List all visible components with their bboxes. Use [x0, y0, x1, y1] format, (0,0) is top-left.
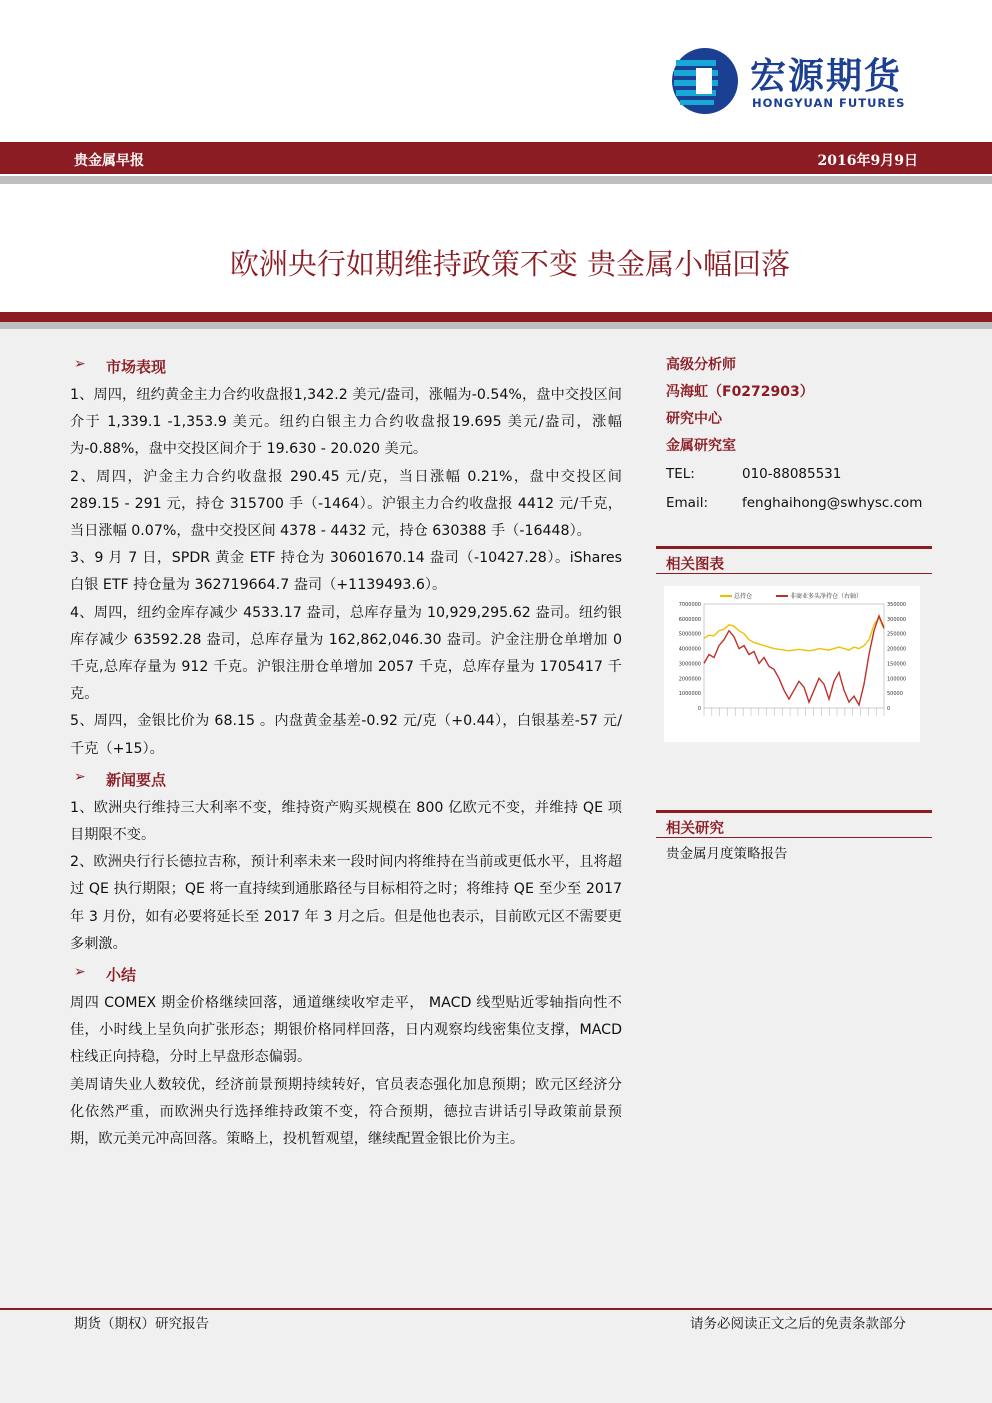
section-heading-summary: ➢ 小结 — [74, 964, 137, 985]
positions-chart-svg — [664, 586, 920, 742]
related-charts-heading: 相关图表 — [656, 546, 932, 574]
footer-divider — [0, 1308, 992, 1310]
news-para-1: 1、欧洲央行维持三大利率不变，维持资产购买规模在 800 亿欧元不变，并维持 QE 项目期限不变。 — [70, 799, 622, 844]
y-left-tick-label: 4000000 — [678, 646, 701, 653]
news-para-2: 2、欧洲央行行长德拉吉称，预计利率未来一段时间内将维持在当前或更低水平，且将超过 QE 执行期限；QE 将一直持续到通胀路径与目标相符之时；将维持 QE 至少至 2017 年 3 月份，如有必要将延长至 2017 年 3 月之后。但是他也表示，目前欧元区不需要更多刺激。 — [70, 854, 622, 952]
market-para-3: 3、9 月 7 日，SPDR 黄金 ETF 持仓为 30601670.14 盎司（-10427.28）。iShares 白银 ETF 持仓量为 362719664.7 盎司（+1139493.6）。 — [70, 550, 622, 594]
email-link[interactable]: fenghaihong@swhysc.com — [742, 495, 923, 511]
report-type: 贵金属早报 — [74, 153, 144, 169]
y-right-tick-label: 250000 — [887, 631, 907, 638]
y-right-tick-label: 300000 — [887, 616, 907, 623]
y-left-tick-label: 7000000 — [678, 602, 701, 608]
legend-label-netlong: 非商业多头净持仓（右轴） — [790, 593, 863, 600]
market-para-1: 1、周四，纽约黄金主力合约收盘报1,342.2 美元/盎司，涨幅为-0.54%，盘中交投区间介于 1,339.1 -1,353.9 美元。纽约白银主力合约收盘报19.695 美元/盎司，涨幅为-0.88%，盘中交投区间介于 19.630 - 20.020 美元。 — [70, 387, 622, 458]
title-divider-gray — [0, 322, 992, 329]
company-logo — [670, 44, 930, 124]
footer-report-type: 期货（期权）研究报告 — [74, 1316, 209, 1332]
y-right-tick-label: 200000 — [887, 646, 907, 653]
market-para-5: 5、周四，金银比价为 68.15 。内盘黄金基差-0.92 元/克（+0.44），白银基差-57 元/千克（+15）。 — [70, 713, 622, 757]
positions-chart — [664, 586, 920, 742]
market-para-2: 2、周四，沪金主力合约收盘报 290.45 元/克，当日涨幅 0.21%，盘中交投区间 289.15 - 291 元，持仓 315700 手（-1464）。沪银主力合约收盘报 4412 元/千克，当日涨幅 0.07%，盘中交投区间 4378 - 4432 元，持仓 630388 手（-16448）。 — [70, 468, 622, 540]
main-content — [70, 352, 622, 1153]
email-row — [666, 489, 936, 518]
y-left-tick-label: 1000000 — [678, 691, 701, 698]
tel-row — [666, 460, 936, 489]
y-right-tick-label: 100000 — [887, 676, 907, 683]
tel-value: 010-88085531 — [742, 466, 842, 482]
page-title: 欧洲央行如期维持政策不变 贵金属小幅回落 — [229, 247, 791, 281]
logo-text-cn: 宏源期货 — [750, 56, 903, 97]
y-left-tick-label: 2000000 — [678, 676, 701, 683]
title-divider-red — [0, 312, 992, 322]
y-right-tick-label: 350000 — [887, 602, 907, 608]
related-research-heading: 相关研究 — [656, 810, 932, 838]
analyst-title: 高级分析师 — [666, 357, 736, 373]
research-center: 研究中心 — [666, 411, 722, 427]
logo-mark-icon — [670, 46, 740, 116]
y-left-tick-label: 3000000 — [678, 661, 701, 668]
y-right-tick-label: 0 — [887, 706, 891, 712]
report-date: 2016年9月9日 — [817, 153, 918, 169]
summary-para-2: 美周请失业人数较优，经济前景预期持续转好，官员表态强化加息预期；欧元区经济分化依然严重，而欧洲央行选择维持政策不变，符合预期，德拉吉讲话引导政策前景预期，欧元美元冲高回落。策略上，投机暂观望，继续配置金银比价为主。 — [70, 1076, 622, 1148]
y-right-tick-label: 150000 — [887, 661, 907, 668]
email-label: Email: — [666, 495, 709, 511]
y-left-tick-label: 5000000 — [678, 631, 701, 638]
tel-label: TEL: — [666, 466, 695, 482]
section-heading-news: ➢ 新闻要点 — [74, 768, 167, 789]
arrow-icon: ➢ — [74, 356, 86, 372]
analyst-name: 冯海虹（F0272903） — [666, 384, 814, 400]
chart-legend — [720, 592, 862, 600]
series-line-net-long — [704, 616, 884, 705]
footer-disclaimer: 请务必阅读正文之后的免责条款部分 — [690, 1316, 906, 1332]
arrow-icon: ➢ — [74, 964, 86, 981]
section-heading-market: ➢ 市场表现 — [74, 356, 167, 376]
report-header-bar — [0, 142, 992, 174]
y-right-tick-label: 50000 — [887, 691, 903, 698]
market-para-4: 4、周四，纽约金库存减少 4533.17 盎司，总库存量为 10,929,295.62 盎司。纽约银库存减少 63592.28 盎司，总库存量为 162,862,046.30 盎司。沪金注册仓单增加 0 千克,总库存量为 912 千克。沪银注册仓单增加 2057 千克，总库存量为 1705417 千克。 — [70, 604, 622, 703]
summary-para-1: 周四 COMEX 期金价格继续回落，通道继续收窄走平， MACD 线型贴近零轴指向性不佳，小时线上呈负向扩张形态；期银价格同样回落，日内观察均线密集位支撑，MACD 柱线正向持稳，分时上早盘形态偏弱。 — [70, 995, 622, 1066]
chart-plot-frame — [704, 604, 884, 708]
metals-dept: 金属研究室 — [666, 438, 736, 454]
logo-text-en: HONGYUAN FUTURES — [752, 96, 906, 110]
header-divider — [0, 176, 992, 184]
legend-label-total: 总持仓 — [734, 593, 753, 600]
analyst-info — [666, 352, 936, 518]
y-left-tick-label: 6000000 — [678, 616, 701, 623]
y-left-tick-label: 0 — [697, 706, 701, 712]
arrow-icon: ➢ — [74, 768, 86, 785]
related-research-link[interactable]: 贵金属月度策略报告 — [666, 846, 788, 862]
